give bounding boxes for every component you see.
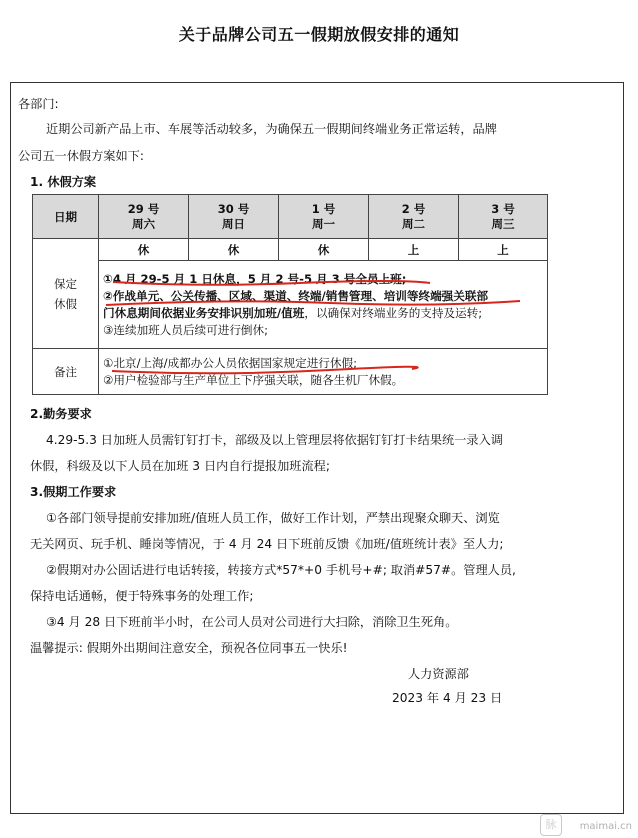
plan-row-label: 保定 休假 — [33, 239, 99, 349]
intro-line-1: 近期公司新产品上市、车展等活动较多，为确保五一假期间终端业务正常运转，品牌 — [46, 122, 497, 136]
table-header-row — [33, 195, 548, 239]
watermark: maimai.cn — [579, 821, 632, 832]
status-cell: 上 — [459, 239, 548, 261]
remark-label: 备注 — [33, 349, 99, 395]
day-header: 3 号 周三 — [459, 195, 548, 239]
s2-line-2: 休假，科级及以下人员在加班 3 日内自行提报加班流程; — [30, 459, 330, 473]
greeting: 各部门: — [18, 97, 59, 111]
document-title: 关于品牌公司五一假期放假安排的通知 — [178, 25, 460, 44]
s3-p1-line-2: 无关网页、玩手机、睡岗等情况，于 4 月 24 日下班前反馈《加班/值班统计表》至人力; — [30, 537, 504, 551]
plan-details: ①4 月 29-5 月 1 日休息，5 月 2 号-5 月 3 号全员上班; ②作战单元、公关传播、区域、渠道、终端/销售管理、培训等终端强关联部 门休息期间依据业务安排识别加班/值班，以确保对终端业务的支持及运转; ③连续加班人员后续可进行倒休; — [99, 261, 548, 349]
s3-p1-line-1: ①各部门领导提前安排加班/值班人员工作，做好工作计划，严禁出现聚众聊天、浏览 — [46, 511, 500, 525]
day-header: 2 号 周二 — [369, 195, 459, 239]
s2-line-1: 4.29-5.3 日加班人员需钉钉打卡，部级及以上管理层将依据钉钉打卡结果统一录入调 — [46, 433, 503, 447]
date-header: 日期 — [33, 195, 99, 239]
status-cell: 上 — [369, 239, 459, 261]
leave-schedule-table — [32, 194, 548, 395]
section-1-heading: 1. 休假方案 — [30, 175, 97, 189]
signature: 人力资源部 — [408, 667, 469, 681]
status-cell: 休 — [279, 239, 369, 261]
s3-p2-line-2: 保持电话通畅，便于特殊事务的处理工作; — [30, 589, 254, 603]
reminder: 温馨提示: 假期外出期间注意安全，预祝各位同事五一快乐! — [30, 641, 348, 655]
section-2-heading: 2.勤务要求 — [30, 407, 92, 421]
section-3-heading: 3.假期工作要求 — [30, 485, 117, 499]
remark-row — [33, 349, 548, 395]
status-row — [33, 239, 548, 261]
s3-p2-line-1: ②假期对办公固话进行电话转接，转接方式*57*+0 手机号+#; 取消#57#。管理人员, — [46, 563, 516, 577]
remark-details: ①北京/上海/成都办公人员依据国家规定进行休假; ②用户检验部与生产单位上下序强关联，随各生机厂休假。 — [99, 349, 548, 395]
status-cell: 休 — [99, 239, 189, 261]
status-cell: 休 — [189, 239, 279, 261]
plan-details-row — [33, 261, 548, 349]
maimai-logo-icon: 脉 — [540, 814, 562, 836]
document-date: 2023 年 4 月 23 日 — [392, 691, 503, 705]
day-header: 29 号 周六 — [99, 195, 189, 239]
day-header: 30 号 周日 — [189, 195, 279, 239]
intro-line-2: 公司五一休假方案如下: — [18, 149, 144, 163]
day-header: 1 号 周一 — [279, 195, 369, 239]
s3-p3: ③4 月 28 日下班前半小时，在公司人员对公司进行大扫除，消除卫生死角。 — [46, 615, 458, 629]
